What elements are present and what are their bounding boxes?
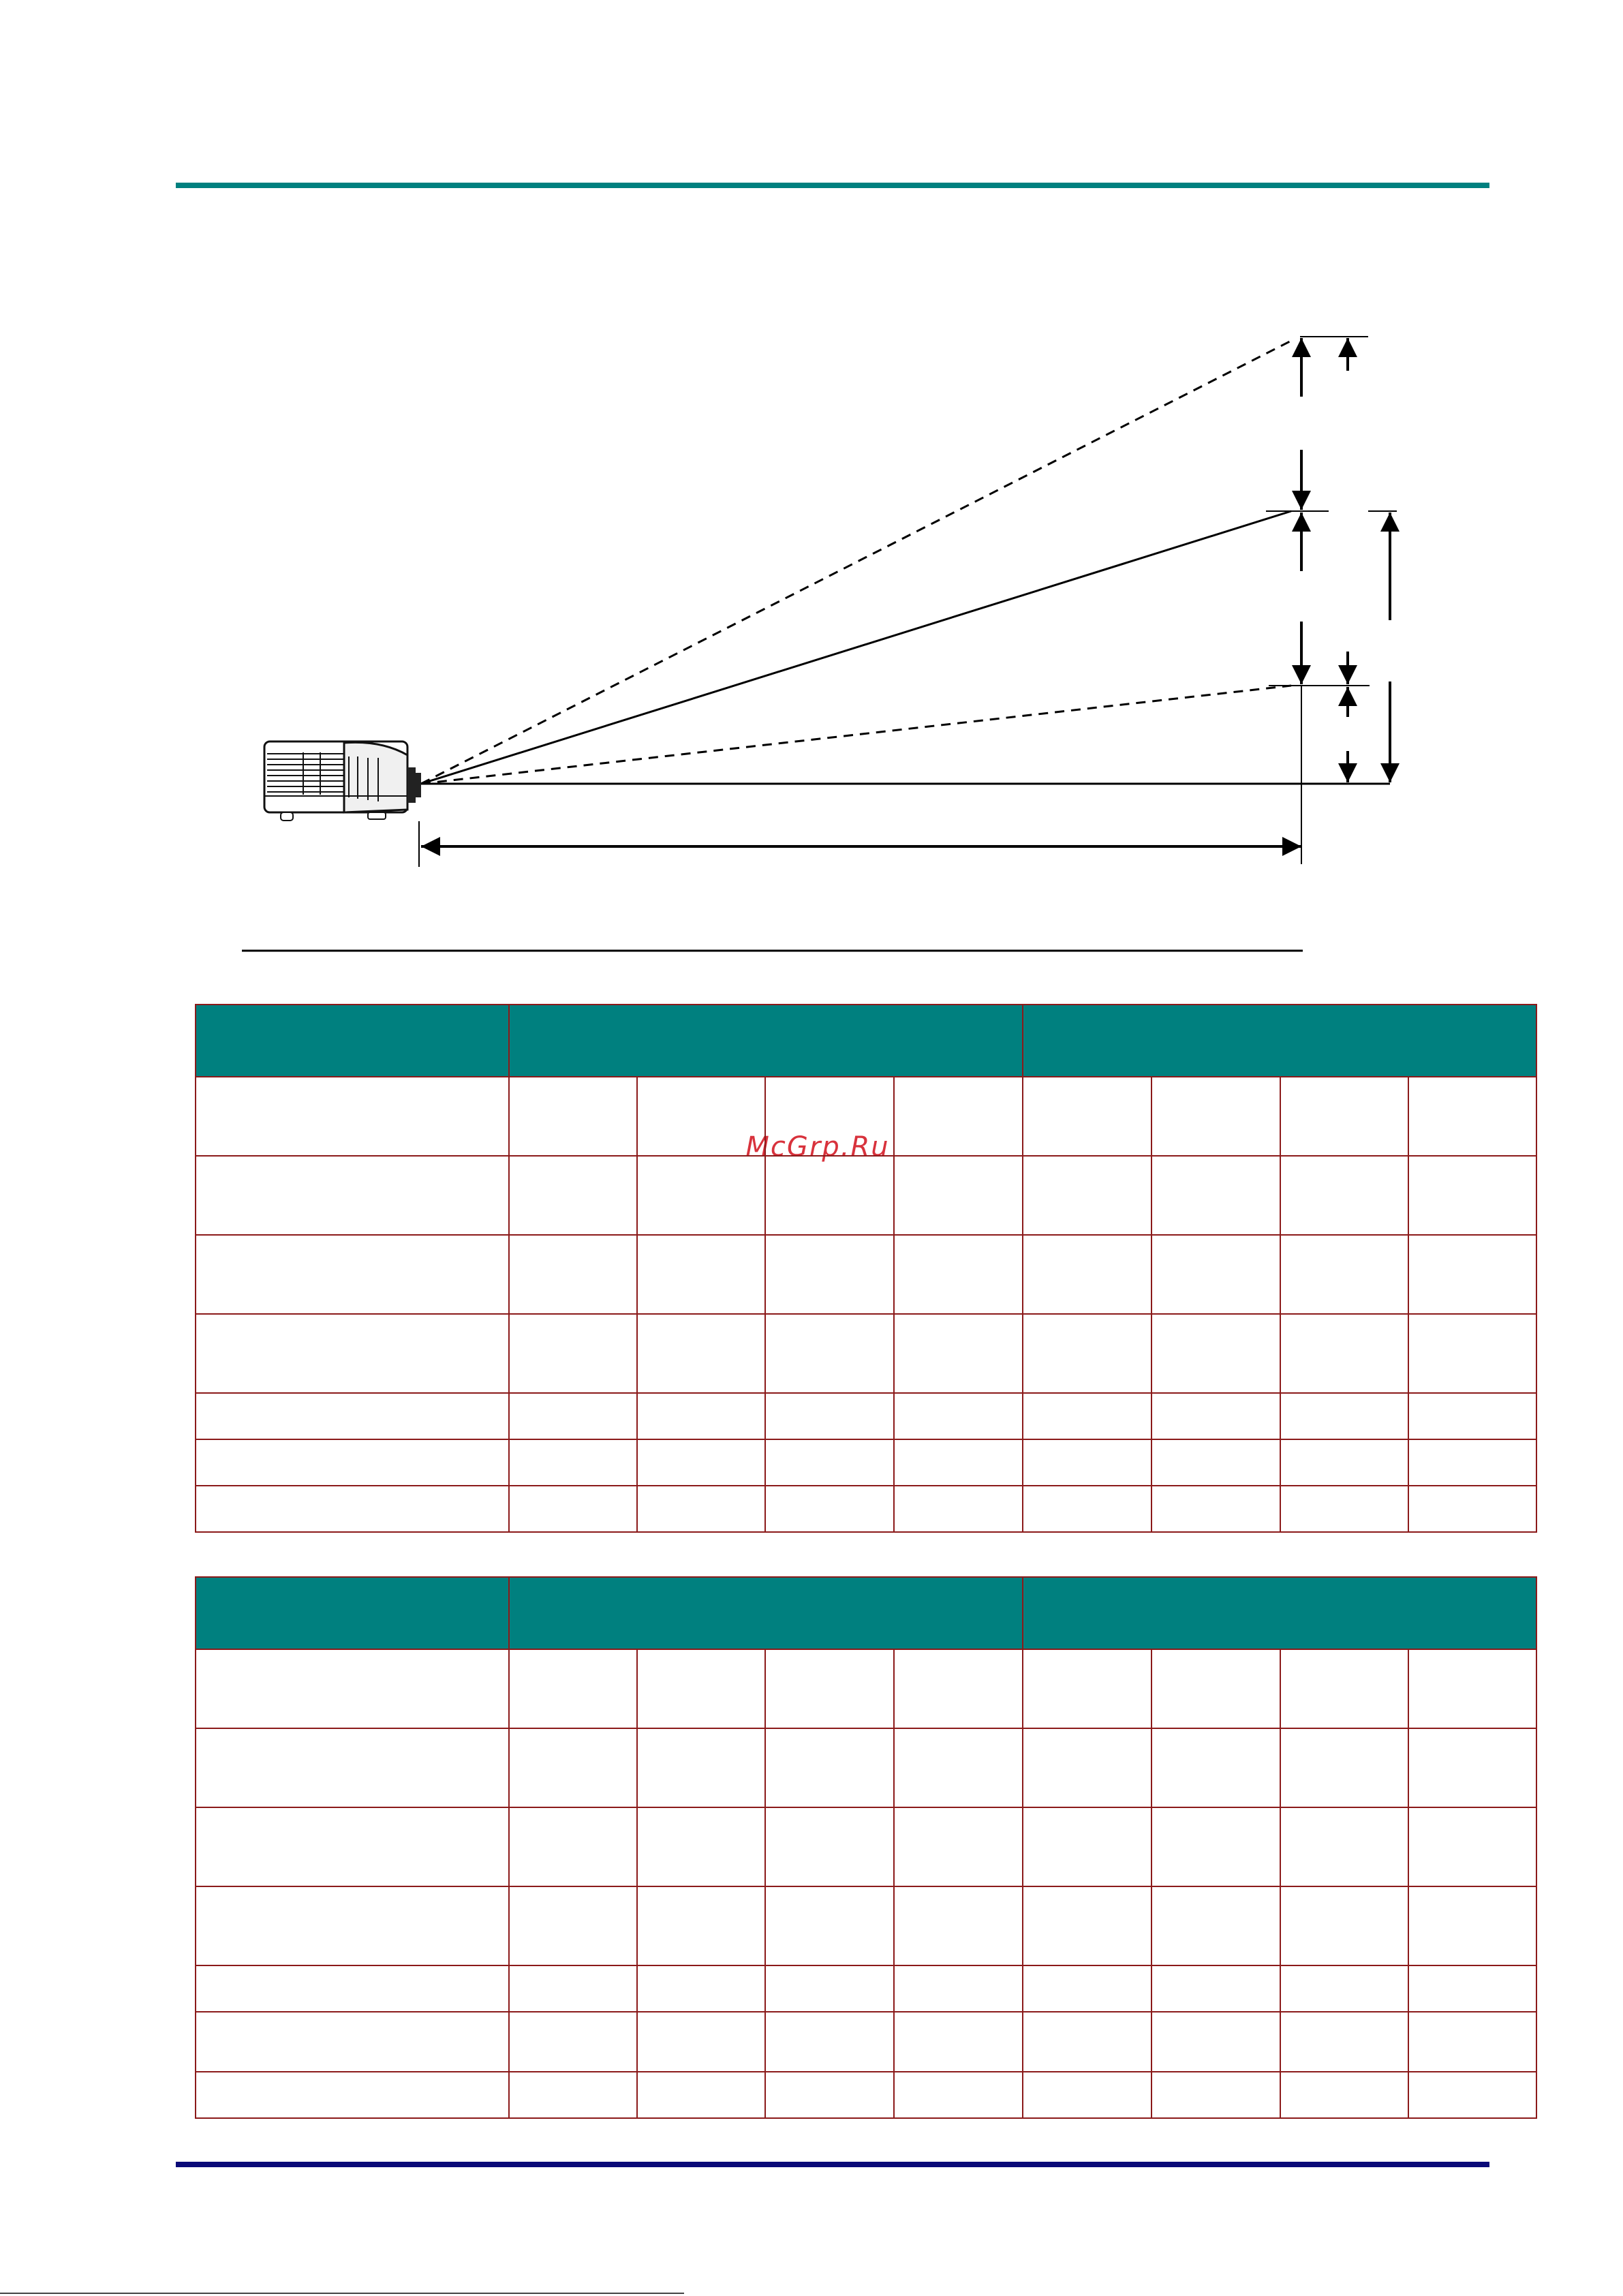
table-cell (509, 1314, 637, 1393)
table-cell (1151, 2072, 1280, 2118)
table-cell (1408, 1807, 1536, 1886)
table-cell (1023, 1393, 1151, 1439)
table-row (196, 1439, 1536, 1486)
header-cell (509, 1577, 1023, 1649)
table-cell (1151, 1235, 1280, 1314)
page-edge-rule (0, 2293, 684, 2294)
table-cell (1408, 1965, 1536, 2012)
table-cell (765, 2072, 894, 2118)
table-cell (1280, 1486, 1408, 1532)
header-cell (196, 1577, 509, 1649)
table-cell (1151, 2012, 1280, 2072)
table-cell (1280, 1314, 1408, 1393)
table-row (196, 2012, 1536, 2072)
row-label-cell (196, 1235, 509, 1314)
table-cell (765, 1649, 894, 1728)
table-cell (1408, 1439, 1536, 1486)
row-label-cell (196, 2072, 509, 2118)
table-cell (1408, 2012, 1536, 2072)
table-cell (1280, 1439, 1408, 1486)
table-cell (1023, 1965, 1151, 2012)
table-cell (1408, 1156, 1536, 1235)
table-row (196, 1156, 1536, 1235)
table-cell (1023, 2072, 1151, 2118)
projection-diagram (0, 0, 1623, 968)
table-cell (637, 1807, 765, 1886)
table-cell (637, 1965, 765, 2012)
table-cell (637, 1649, 765, 1728)
table-cell (1151, 1728, 1280, 1807)
header-cell (509, 1005, 1023, 1077)
table-cell (1408, 1728, 1536, 1807)
table-cell (637, 1314, 765, 1393)
table-row (196, 1649, 1536, 1728)
row-label-cell (196, 1077, 509, 1156)
table-cell (1280, 1393, 1408, 1439)
table-cell (1408, 1393, 1536, 1439)
row-label-cell (196, 1393, 509, 1439)
table-cell (509, 2012, 637, 2072)
table-cell (1023, 1886, 1151, 1965)
table-cell (894, 1728, 1023, 1807)
table-cell (894, 1393, 1023, 1439)
row-label-cell (196, 1965, 509, 2012)
table-row (196, 1314, 1536, 1393)
table-cell (1151, 1649, 1280, 1728)
table-cell (637, 2072, 765, 2118)
table-cell (1280, 1886, 1408, 1965)
table-cell (509, 1077, 637, 1156)
table-cell (894, 2072, 1023, 2118)
row-label-cell (196, 1728, 509, 1807)
table-header-row (196, 1577, 1536, 1649)
table-cell (1151, 1393, 1280, 1439)
throw-distance-table-1 (195, 1004, 1537, 1533)
table-cell (509, 1439, 637, 1486)
table-cell (1280, 1807, 1408, 1886)
table-cell (1023, 1486, 1151, 1532)
table-row (196, 1886, 1536, 1965)
table-cell (765, 1393, 894, 1439)
table-cell (1151, 1439, 1280, 1486)
table-row (196, 1486, 1536, 1532)
table-cell (509, 1807, 637, 1886)
table-cell (1280, 1077, 1408, 1156)
table-cell (894, 1156, 1023, 1235)
table-cell (1280, 1156, 1408, 1235)
table-cell (1023, 1807, 1151, 1886)
table-cell (637, 1077, 765, 1156)
table-cell (765, 1439, 894, 1486)
table-cell (1023, 1077, 1151, 1156)
projector-icon (264, 741, 421, 821)
table-row (196, 1965, 1536, 2012)
table-cell (1151, 1314, 1280, 1393)
row-label-cell (196, 1486, 509, 1532)
bottom-footer-rule (176, 2162, 1489, 2167)
table-cell (509, 2072, 637, 2118)
table-cell (509, 1486, 637, 1532)
table-cell (894, 1235, 1023, 1314)
projection-rays (421, 341, 1390, 784)
table-cell (1023, 1235, 1151, 1314)
table-cell (894, 2012, 1023, 2072)
table-cell (509, 1156, 637, 1235)
table-cell (1151, 1156, 1280, 1235)
row-label-cell (196, 1156, 509, 1235)
table-row (196, 1807, 1536, 1886)
throw-distance-table-2 (195, 1576, 1537, 2119)
table-cell (1151, 1807, 1280, 1886)
table-cell (765, 1965, 894, 2012)
table-cell (1408, 1486, 1536, 1532)
table-cell (637, 1156, 765, 1235)
table-cell (765, 1886, 894, 1965)
table-header-row (196, 1005, 1536, 1077)
table-cell (637, 1728, 765, 1807)
header-cell (196, 1005, 509, 1077)
table-cell (1408, 2072, 1536, 2118)
table-cell (894, 1807, 1023, 1886)
table-cell (765, 1156, 894, 1235)
table-cell (1280, 2072, 1408, 2118)
table-cell (894, 1886, 1023, 1965)
watermark: McGrp.Ru (745, 1131, 890, 1163)
table-cell (1280, 1235, 1408, 1314)
table-cell (509, 1649, 637, 1728)
table-cell (637, 1235, 765, 1314)
table-cell (765, 2012, 894, 2072)
table-cell (1151, 1886, 1280, 1965)
table-cell (894, 1486, 1023, 1532)
table-cell (1023, 1314, 1151, 1393)
table-cell (765, 1077, 894, 1156)
table-cell (1151, 1077, 1280, 1156)
table-cell (1408, 1077, 1536, 1156)
table-cell (509, 1393, 637, 1439)
table-cell (1408, 1314, 1536, 1393)
header-cell (1023, 1005, 1536, 1077)
table-row (196, 1077, 1536, 1156)
table-cell (1408, 1235, 1536, 1314)
dimension-arrows (421, 338, 1390, 846)
table-cell (1280, 1649, 1408, 1728)
row-label-cell (196, 2012, 509, 2072)
table-cell (1151, 1486, 1280, 1532)
row-label-cell (196, 1807, 509, 1886)
table-row (196, 1235, 1536, 1314)
table-cell (894, 1965, 1023, 2012)
dimension-ticks (419, 337, 1397, 867)
table-cell (1151, 1965, 1280, 2012)
table-cell (1280, 1965, 1408, 2012)
row-label-cell (196, 1886, 509, 1965)
table-cell (1280, 2012, 1408, 2072)
table-cell (894, 1649, 1023, 1728)
table-cell (1023, 1728, 1151, 1807)
table-cell (509, 1235, 637, 1314)
header-cell (1023, 1577, 1536, 1649)
table-cell (1408, 1649, 1536, 1728)
table-cell (894, 1314, 1023, 1393)
row-label-cell (196, 1314, 509, 1393)
table-cell (509, 1886, 637, 1965)
table-cell (637, 1886, 765, 1965)
table-cell (765, 1807, 894, 1886)
table-cell (637, 1486, 765, 1532)
table-cell (1023, 2012, 1151, 2072)
table-cell (1023, 1156, 1151, 1235)
table-cell (637, 1439, 765, 1486)
table-cell (637, 1393, 765, 1439)
table-cell (765, 1235, 894, 1314)
row-label-cell (196, 1649, 509, 1728)
table-cell (765, 1486, 894, 1532)
table-cell (1023, 1649, 1151, 1728)
table-cell (1023, 1439, 1151, 1486)
table-cell (894, 1077, 1023, 1156)
table-cell (509, 1965, 637, 2012)
table-cell (765, 1728, 894, 1807)
row-label-cell (196, 1439, 509, 1486)
table-row (196, 1728, 1536, 1807)
table-cell (765, 1314, 894, 1393)
table-cell (637, 2012, 765, 2072)
table-row (196, 2072, 1536, 2118)
table-cell (1408, 1886, 1536, 1965)
table-cell (1280, 1728, 1408, 1807)
table-cell (894, 1439, 1023, 1486)
table-cell (509, 1728, 637, 1807)
table-row (196, 1393, 1536, 1439)
